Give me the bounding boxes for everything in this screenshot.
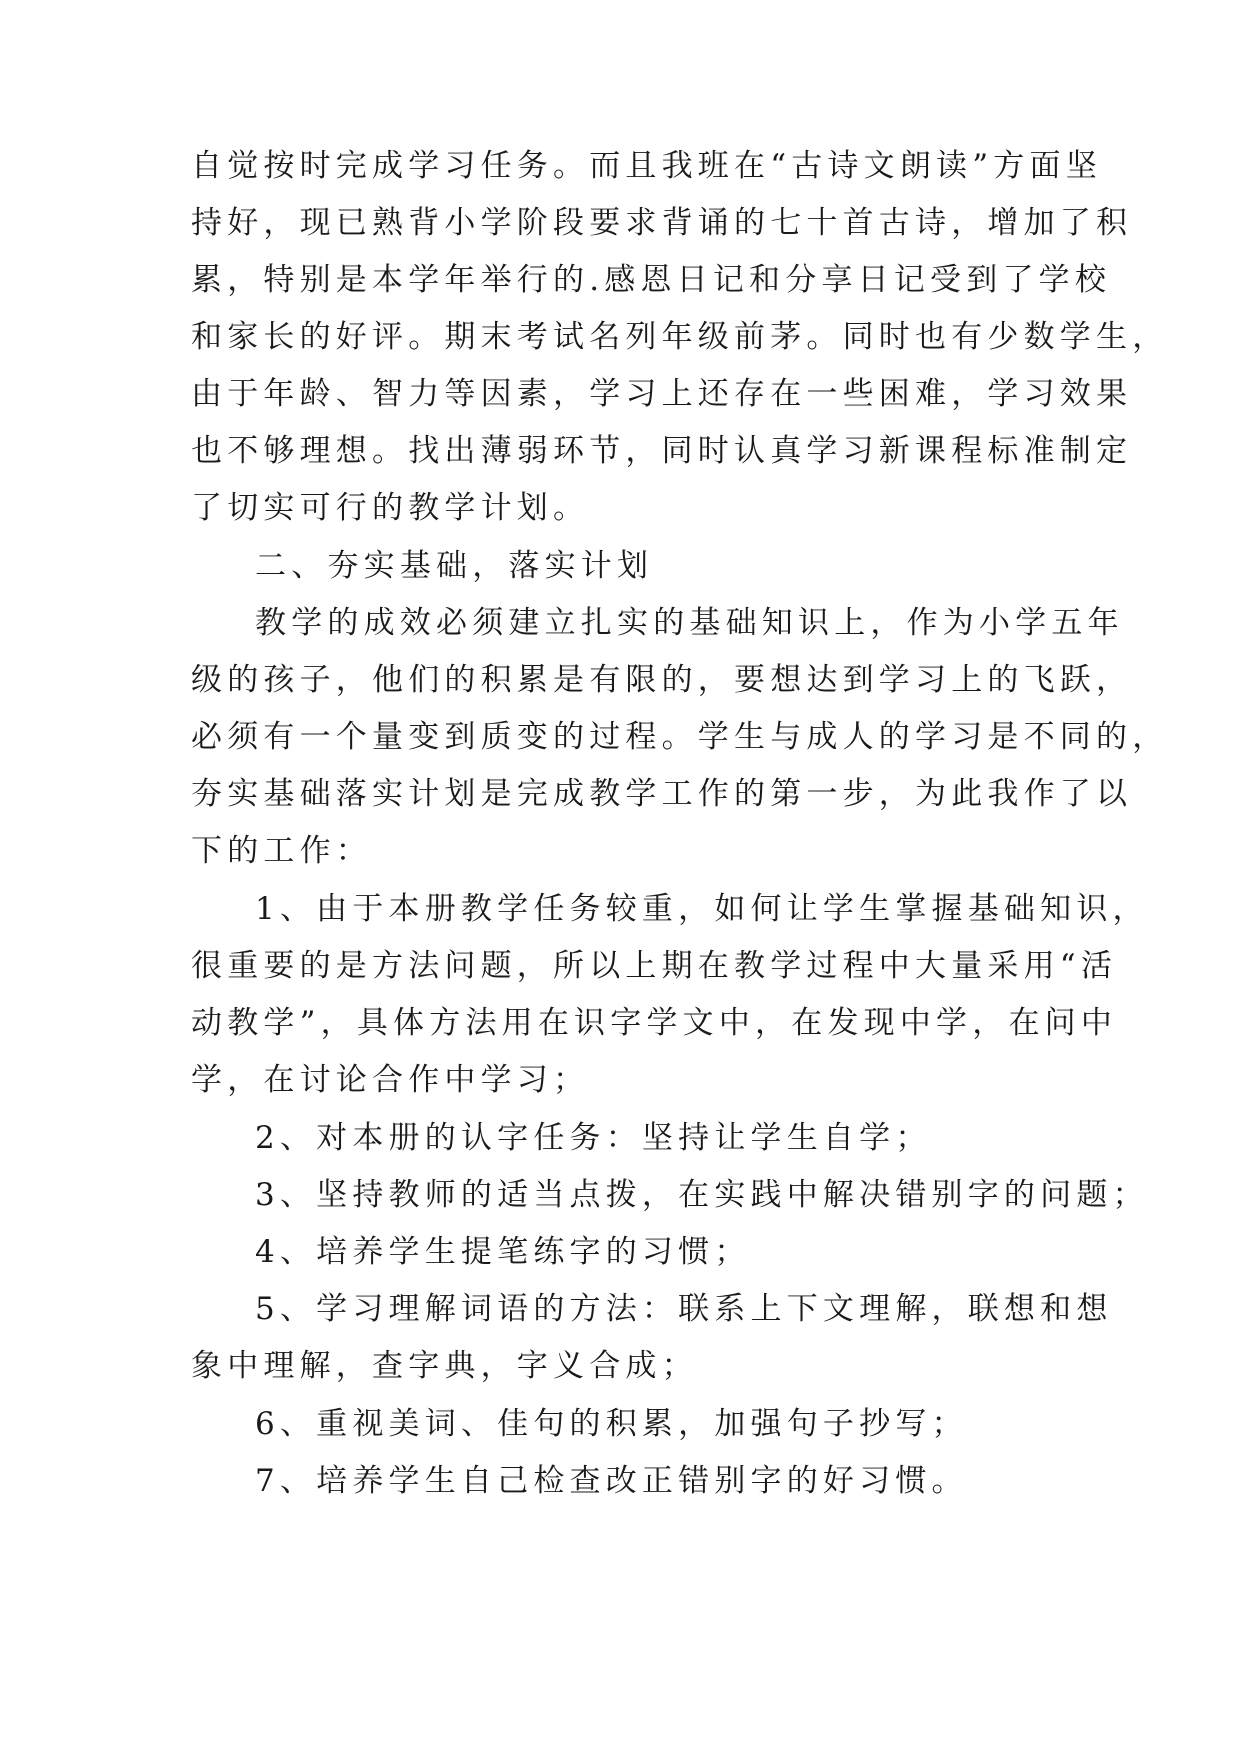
text-line: 累，特别是本学年举行的.感恩日记和分享日记受到了学校 [191,262,1112,298]
list-item: 4、培养学生提笔练字的习惯； [255,1234,751,1270]
list-item: 5、学习理解词语的方法：联系上下文理解，联想和想 [255,1291,1113,1327]
text-line: 下的工作： [191,833,372,869]
text-line: 自觉按时完成学习任务。而且我班在“古诗文朗读”方面坚 [191,148,1102,184]
text-line: 夯实基础落实计划是完成教学工作的第一步，为此我作了以 [191,776,1133,812]
text-line: 也不够理想。找出薄弱环节，同时认真学习新课程标准制定 [191,433,1133,469]
text-line: 学，在讨论合作中学习； [191,1062,590,1098]
text-line: 持好，现已熟背小学阶段要求背诵的七十首古诗，增加了积 [191,205,1133,241]
section-heading: 二、夯实基础，落实计划 [255,548,654,584]
text-line: 教学的成效必须建立扎实的基础知识上，作为小学五年 [255,605,1124,641]
list-item: 3、坚持教师的适当点拨，在实践中解决错别字的问题； [255,1177,1149,1213]
text-line: 动教学”，具体方法用在识字学文中，在发现中学，在问中 [191,1005,1118,1041]
list-item: 6、重视美词、佳句的积累，加强句子抄写； [255,1406,968,1442]
text-line: 由于年龄、智力等因素，学习上还存在一些困难，学习效果 [191,376,1133,412]
list-item: 2、对本册的认字任务：坚持让学生自学； [255,1120,932,1156]
text-line: 很重要的是方法问题，所以上期在教学过程中大量采用“活 [191,948,1118,984]
text-line: 和家长的好评。期末考试名列年级前茅。同时也有少数学生， [191,319,1169,355]
list-item: 1、由于本册教学任务较重，如何让学生掌握基础知识， [255,891,1149,927]
text-line: 必须有一个量变到质变的过程。学生与成人的学习是不同的， [191,719,1169,755]
text-line: 象中理解，查字典，字义合成； [191,1348,698,1384]
text-line: 级的孩子，他们的积累是有限的，要想达到学习上的飞跃， [191,662,1133,698]
text-line: 了切实可行的教学计划。 [191,490,590,526]
list-item: 7、培养学生自己检查改正错别字的好习惯。 [255,1463,968,1499]
